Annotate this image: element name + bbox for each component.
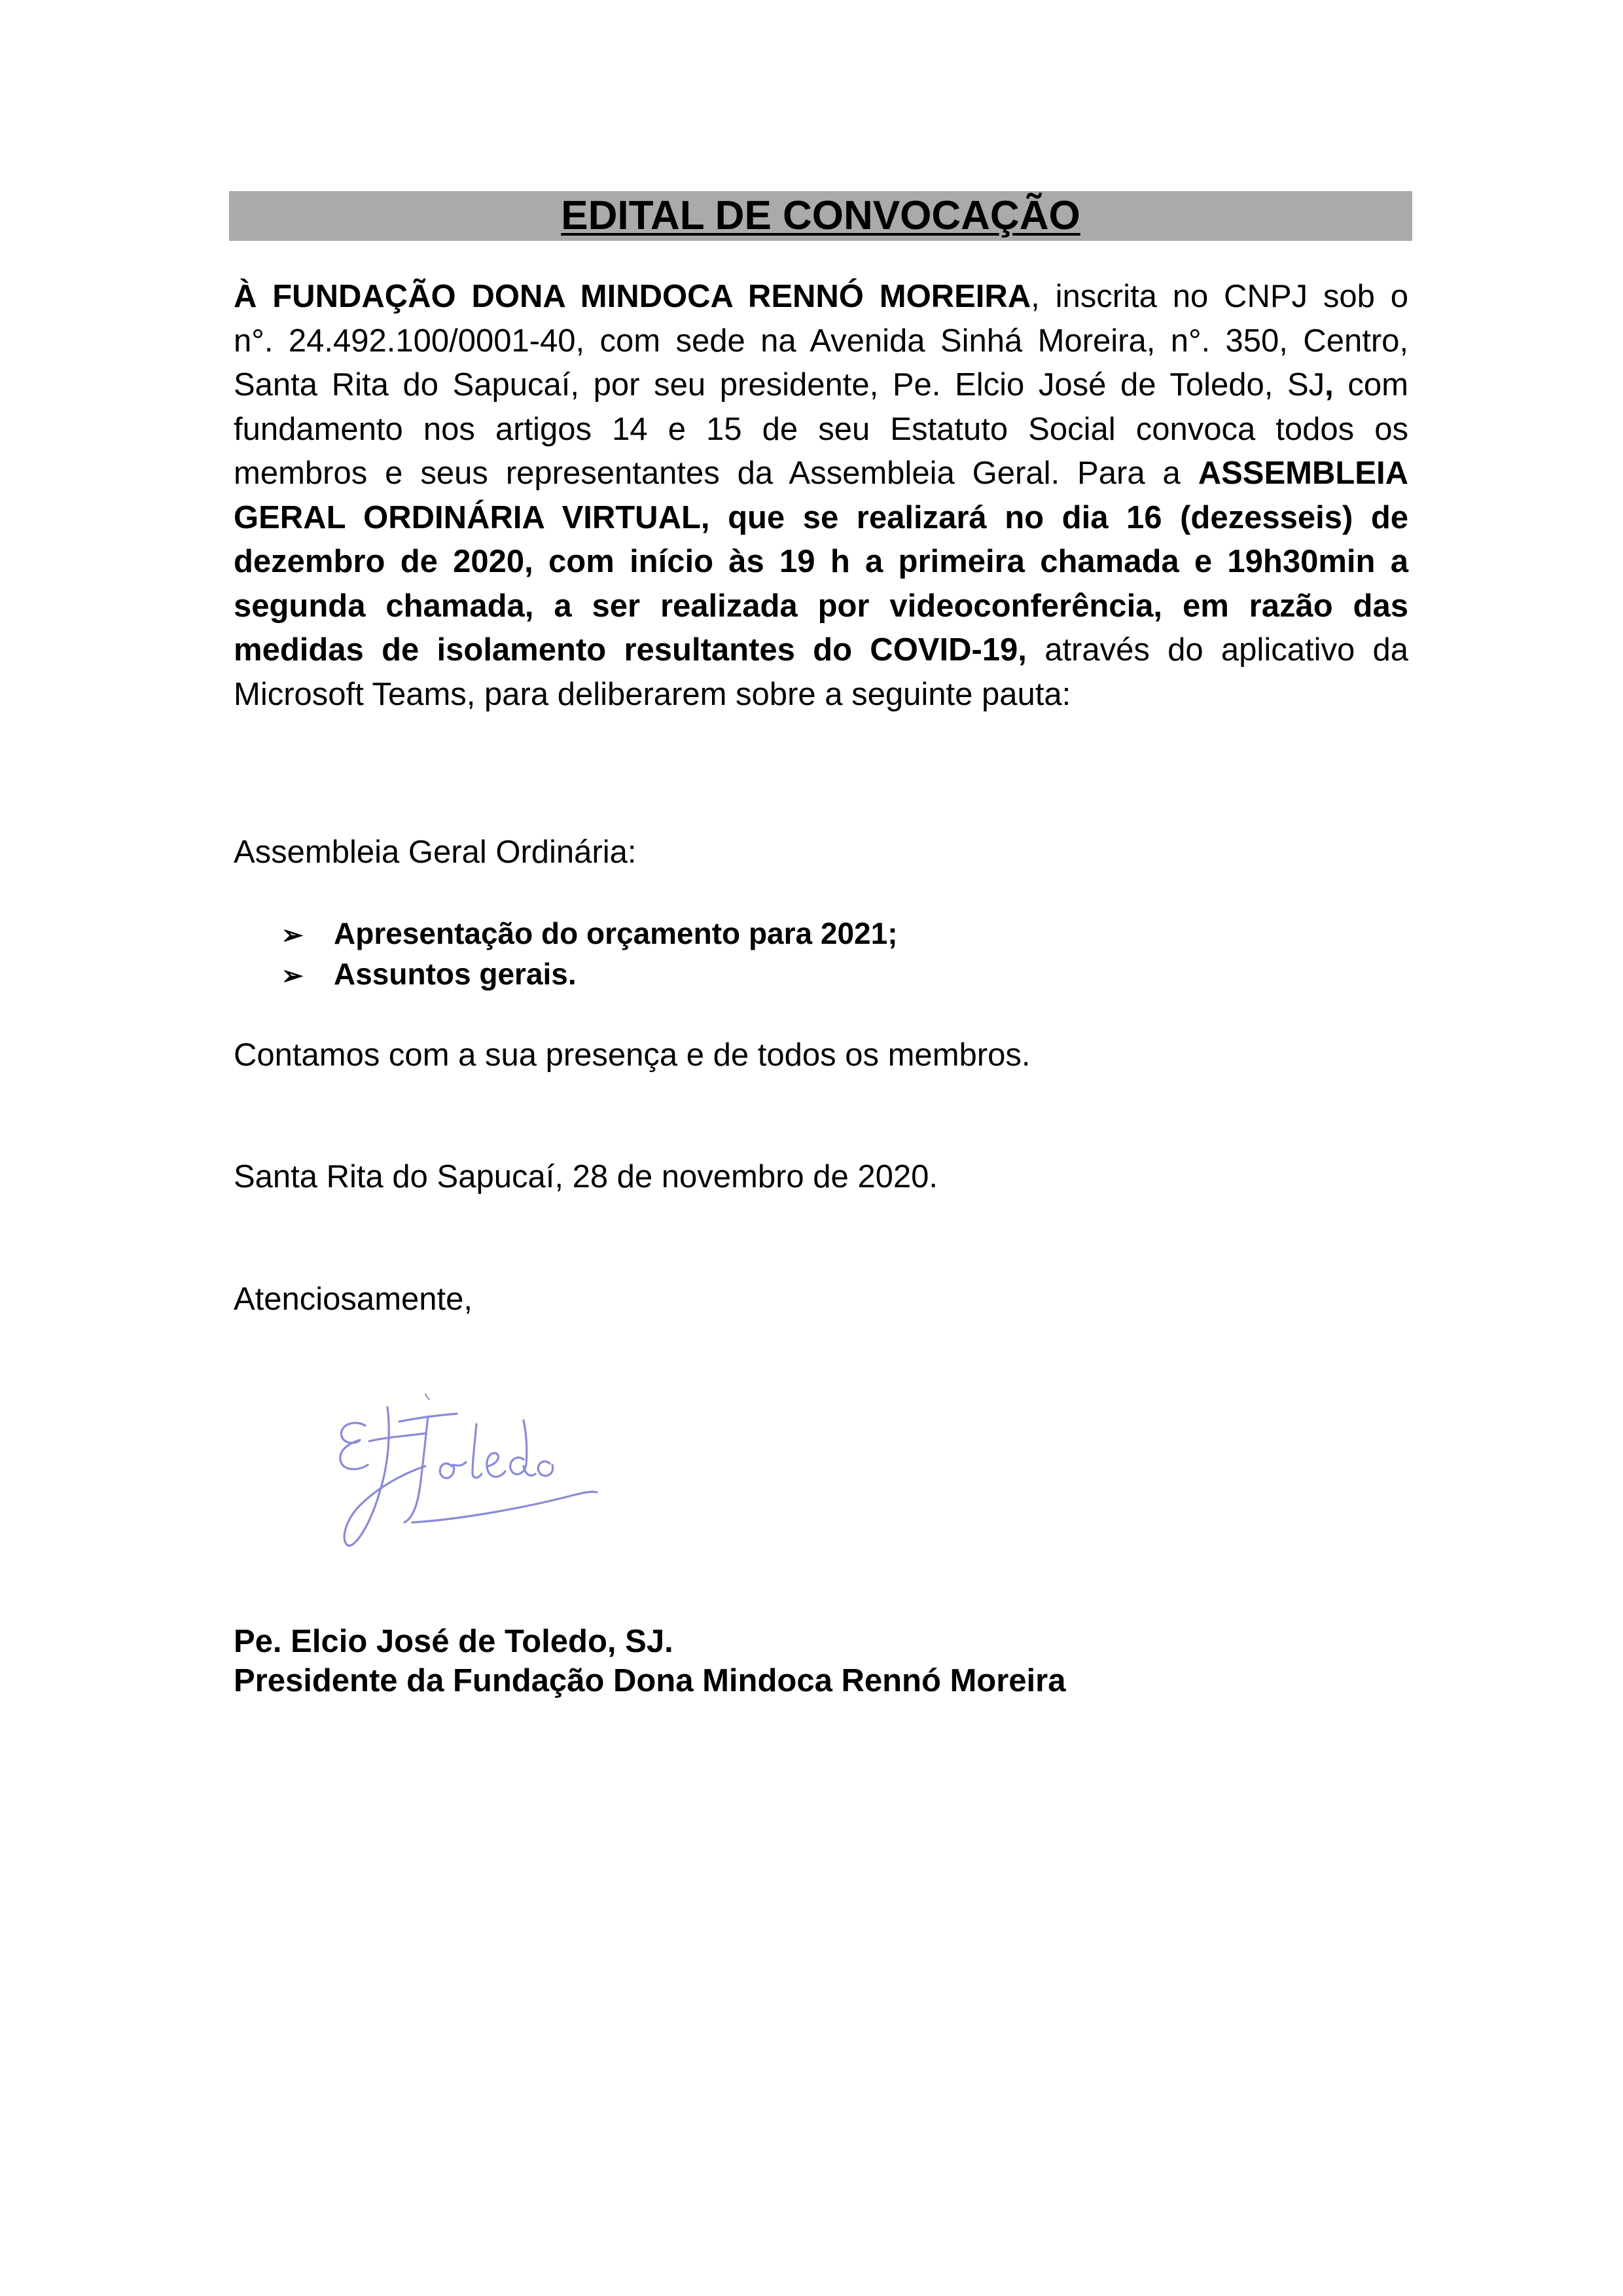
salutation: Atenciosamente, xyxy=(234,1282,473,1317)
body-paragraph xyxy=(234,275,1408,717)
agenda-heading: Assembleia Geral Ordinária: xyxy=(234,834,637,870)
document-title: EDITAL DE CONVOCAÇÃO xyxy=(561,193,1080,238)
agenda-item-label: Assuntos gerais. xyxy=(334,957,577,991)
body-text-bold: segunda chamada, a ser realizada por videoconferência, em razão das xyxy=(234,588,1408,624)
body-line xyxy=(234,363,1408,408)
body-line xyxy=(234,496,1408,541)
body-line: fundamento nos artigos 14 e 15 de seu Estatuto Social convoca todos os xyxy=(234,411,1408,447)
body-line xyxy=(234,452,1408,496)
arrow-bullet-icon: ➢ xyxy=(281,961,304,990)
closing-text: Contamos com a sua presença e de todos os membros. xyxy=(234,1037,1031,1073)
body-line xyxy=(234,275,1408,319)
agenda-item xyxy=(281,954,577,996)
signer-role: Presidente da Fundação Dona Mindoca Rennó Moreira xyxy=(234,1663,1066,1698)
body-line: n°. 24.492.100/0001-40, com sede na Avenida Sinhá Moreira, n°. 350, Centro, xyxy=(234,323,1408,359)
body-line xyxy=(234,584,1408,629)
body-line: Microsoft Teams, para deliberarem sobre a seguinte pauta: xyxy=(234,676,1071,712)
body-text-bold: dezembro de 2020, com início às 19 h a primeira chamada e 19h30min a xyxy=(234,544,1408,579)
handwritten-signature xyxy=(327,1368,615,1571)
agenda-item xyxy=(281,914,898,955)
title-bar xyxy=(229,191,1412,241)
body-text: Santa Rita do Sapucaí, por seu presidente, Pe. Elcio José de Toledo, SJ xyxy=(234,367,1325,403)
body-text-bold: GERAL ORDINÁRIA VIRTUAL, que se realizará no dia 16 (dezesseis) de xyxy=(234,499,1408,535)
place-date: Santa Rita do Sapucaí, 28 de novembro de 2020. xyxy=(234,1159,938,1194)
body-text: com xyxy=(1333,367,1408,403)
agenda-item-label: Apresentação do orçamento para 2021; xyxy=(334,916,898,950)
body-line xyxy=(234,628,1408,673)
body-line xyxy=(234,540,1408,584)
body-text-bold: , xyxy=(1325,367,1334,403)
body-text: membros e seus representantes da Assembleia Geral. Para a xyxy=(234,456,1198,491)
body-text-bold: medidas de isolamento resultantes do COVID-19, xyxy=(234,632,1027,668)
foundation-name: À FUNDAÇÃO DONA MINDOCA RENNÓ MOREIRA xyxy=(234,279,1031,314)
body-text: , inscrita no CNPJ sob o xyxy=(1031,279,1408,314)
signer-name: Pe. Elcio José de Toledo, SJ. xyxy=(234,1624,673,1659)
body-text: através do aplicativo da xyxy=(1026,632,1408,668)
body-text-bold: ASSEMBLEIA xyxy=(1198,456,1408,491)
arrow-bullet-icon: ➢ xyxy=(281,921,304,950)
